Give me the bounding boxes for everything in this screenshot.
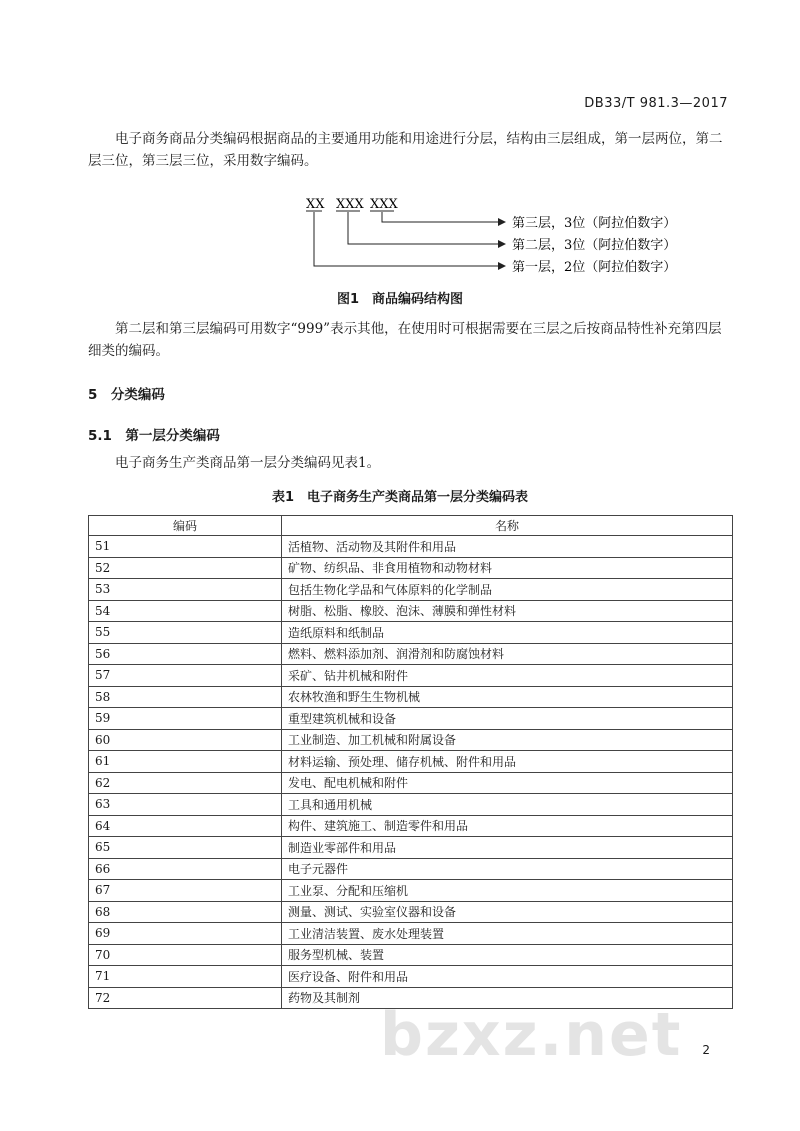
table-row bbox=[89, 557, 733, 579]
row-name: 燃料、燃料添加剂、润滑剂和防腐蚀材料 bbox=[282, 643, 733, 665]
row-name: 活植物、活动物及其附件和用品 bbox=[282, 536, 733, 558]
page-number: 2 bbox=[702, 1043, 710, 1057]
diagram-label-layer-2: 第二层，3位（阿拉伯数字） bbox=[512, 238, 677, 253]
connector-layer-1 bbox=[314, 212, 505, 266]
table-row bbox=[89, 536, 733, 558]
row-code: 63 bbox=[89, 794, 282, 816]
row-name: 测量、测试、实验室仪器和设备 bbox=[282, 901, 733, 923]
row-code: 56 bbox=[89, 643, 282, 665]
table-row bbox=[89, 622, 733, 644]
intro-paragraph: 电子商务商品分类编码根据商品的主要通用功能和用途进行分层，结构由三层组成，第一层两位，第二层三位，第三层三位，采用数字编码。 bbox=[88, 131, 723, 169]
note-paragraph: 第二层和第三层编码可用数字“999”表示其他，在使用时可根据需要在三层之后按商品特性补充第四层细类的编码。 bbox=[88, 321, 722, 359]
table-row bbox=[89, 837, 733, 859]
row-name: 采矿、钻井机械和附件 bbox=[282, 665, 733, 687]
row-code: 67 bbox=[89, 880, 282, 902]
row-code: 52 bbox=[89, 557, 282, 579]
diagram-label-layer-1: 第一层，2位（阿拉伯数字） bbox=[512, 260, 677, 275]
row-name: 材料运输、预处理、储存机械、附件和用品 bbox=[282, 751, 733, 773]
row-code: 66 bbox=[89, 858, 282, 880]
table-row bbox=[89, 579, 733, 601]
section-text: 电子商务生产类商品第一层分类编码见表1。 bbox=[115, 455, 381, 471]
row-name: 工业泵、分配和压缩机 bbox=[282, 880, 733, 902]
diagram-code-3: XXX bbox=[370, 197, 398, 212]
row-code: 65 bbox=[89, 837, 282, 859]
row-code: 68 bbox=[89, 901, 282, 923]
row-name: 重型建筑机械和设备 bbox=[282, 708, 733, 730]
header-name: 名称 bbox=[282, 516, 733, 536]
table-row bbox=[89, 751, 733, 773]
table-row bbox=[89, 966, 733, 988]
row-name: 工具和通用机械 bbox=[282, 794, 733, 816]
diagram-label-layer-3: 第三层，3位（阿拉伯数字） bbox=[512, 216, 677, 231]
row-code: 70 bbox=[89, 944, 282, 966]
row-name: 医疗设备、附件和用品 bbox=[282, 966, 733, 988]
row-code: 53 bbox=[89, 579, 282, 601]
table-row bbox=[89, 643, 733, 665]
row-code: 71 bbox=[89, 966, 282, 988]
table-header-row bbox=[89, 516, 733, 536]
row-name: 树脂、松脂、橡胶、泡沫、薄膜和弹性材料 bbox=[282, 600, 733, 622]
row-name: 发电、配电机械和附件 bbox=[282, 772, 733, 794]
connector-layer-3 bbox=[382, 212, 505, 222]
classification-table bbox=[88, 515, 733, 1009]
row-code: 69 bbox=[89, 923, 282, 945]
table-row bbox=[89, 858, 733, 880]
table-row bbox=[89, 944, 733, 966]
row-code: 55 bbox=[89, 622, 282, 644]
row-name: 工业清洁装置、废水处理装置 bbox=[282, 923, 733, 945]
row-name: 矿物、纺织品、非食用植物和动物材料 bbox=[282, 557, 733, 579]
row-name: 药物及其制剂 bbox=[282, 987, 733, 1009]
table-row bbox=[89, 880, 733, 902]
row-code: 61 bbox=[89, 751, 282, 773]
row-name: 包括生物化学品和气体原料的化学制品 bbox=[282, 579, 733, 601]
row-name: 工业制造、加工机械和附属设备 bbox=[282, 729, 733, 751]
table-caption: 表1 电子商务生产类商品第一层分类编码表 bbox=[271, 490, 529, 505]
row-name: 电子元器件 bbox=[282, 858, 733, 880]
diagram-code-1: XX bbox=[306, 197, 325, 212]
table-row bbox=[89, 600, 733, 622]
row-code: 59 bbox=[89, 708, 282, 730]
table-row bbox=[89, 794, 733, 816]
row-code: 60 bbox=[89, 729, 282, 751]
row-code: 57 bbox=[89, 665, 282, 687]
figure-caption: 图1 商品编码结构图 bbox=[336, 292, 464, 307]
table-row bbox=[89, 708, 733, 730]
row-name: 构件、建筑施工、制造零件和用品 bbox=[282, 815, 733, 837]
table-row bbox=[89, 665, 733, 687]
row-name: 制造业零部件和用品 bbox=[282, 837, 733, 859]
section-heading-5: 5 分类编码 bbox=[88, 387, 165, 403]
code-structure-diagram bbox=[290, 192, 730, 284]
row-code: 58 bbox=[89, 686, 282, 708]
table-row bbox=[89, 729, 733, 751]
table-row bbox=[89, 923, 733, 945]
header-code: 编码 bbox=[89, 516, 282, 536]
section-heading-5-1: 5.1 第一层分类编码 bbox=[88, 428, 220, 444]
table-row bbox=[89, 772, 733, 794]
row-code: 54 bbox=[89, 600, 282, 622]
document-code: DB33/T 981.3—2017 bbox=[584, 96, 728, 111]
row-code: 64 bbox=[89, 815, 282, 837]
row-name: 造纸原料和纸制品 bbox=[282, 622, 733, 644]
table-row bbox=[89, 901, 733, 923]
row-code: 62 bbox=[89, 772, 282, 794]
table-row bbox=[89, 686, 733, 708]
table-body bbox=[89, 536, 733, 1009]
connector-layer-2 bbox=[348, 212, 505, 244]
row-name: 农林牧渔和野生生物机械 bbox=[282, 686, 733, 708]
row-name: 服务型机械、装置 bbox=[282, 944, 733, 966]
table-row bbox=[89, 815, 733, 837]
diagram-code-2: XXX bbox=[336, 197, 364, 212]
row-code: 72 bbox=[89, 987, 282, 1009]
watermark: bzxz.net bbox=[380, 1000, 683, 1070]
row-code: 51 bbox=[89, 536, 282, 558]
